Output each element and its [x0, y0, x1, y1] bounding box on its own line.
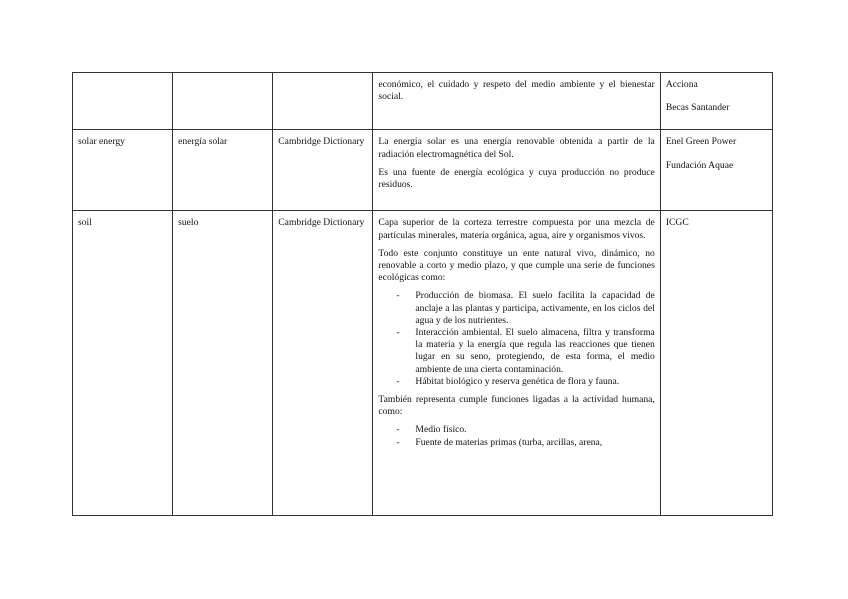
definition-paragraph: Todo este conjunto constituye un ente natural vivo, dinámico, no renovable a corto y medio plazo, y que cumple una serie de funciones ecológicas como:: [378, 247, 655, 284]
list-item: [396, 436, 654, 449]
term-spanish: suelo: [173, 211, 273, 516]
term-english: [73, 73, 173, 130]
term-reference: Cambridge Dictionary: [273, 130, 373, 211]
dash-bullet: -: [396, 327, 400, 339]
term-sources: [660, 73, 772, 130]
list-item-text: Medio físico.: [415, 424, 467, 436]
term-spanish: energía solar: [173, 130, 273, 211]
table-row: [73, 211, 773, 516]
list-item: [396, 375, 654, 388]
term-english: soil: [73, 211, 173, 516]
definition-paragraph: La energía solar es una energía renovable obtenida a partir de la radiación electromagnética del Sol.: [378, 136, 655, 160]
term-definition: [373, 130, 660, 211]
source-name: Enel Green Power: [665, 136, 737, 148]
list-item-text: Producción de biomasa. El suelo facilita la capacidad de anclaje a las plantas y participa, activamente, en los ciclos del agua y de los nutrientes.: [415, 290, 655, 326]
dash-bullet: -: [396, 375, 400, 387]
dash-bullet: -: [396, 436, 400, 448]
term-sources: [660, 211, 772, 516]
term-spanish: [173, 73, 273, 130]
term-sources: [660, 130, 772, 211]
definition-paragraph: Capa superior de la corteza terrestre compuesta por una mezcla de partículas minerales, materia orgánica, agua, aire y organismos vivos.: [378, 217, 655, 241]
source-name: Fundación Aquae: [665, 159, 734, 171]
list-item-text: Interacción ambiental. El suelo almacena, filtra y transforma la materia y la energía que regula las reacciones que tienen lugar en su seno, protegiendo, de esta forma, el medio ambiente de una cierta contaminación.: [415, 327, 655, 375]
list-item-text: Hábitat biológico y reserva genética de flora y fauna.: [415, 375, 620, 387]
term-definition: [373, 73, 660, 130]
list-item-text: Fuente de materias primas (turba, arcillas, arena,: [415, 436, 603, 448]
source-name: Becas Santander: [665, 102, 730, 114]
definition-paragraph: También representa cumple funciones ligadas a la actividad humana, como:: [378, 394, 655, 418]
list-item: [396, 290, 655, 327]
dash-bullet: -: [396, 424, 400, 436]
table-row: [73, 130, 773, 211]
dash-bullet: -: [396, 290, 400, 302]
term-definition: [373, 211, 660, 516]
term-english: solar energy: [73, 130, 173, 211]
source-name: ICGC: [665, 217, 689, 229]
list-item: [396, 327, 655, 376]
definition-paragraph: económico, el cuidado y respeto del medio ambiente y el bienestar social.: [378, 79, 655, 103]
glossary-table: [72, 72, 773, 516]
function-list: [378, 290, 654, 388]
list-item: [396, 424, 654, 436]
table-row: [73, 73, 773, 130]
source-name: Acciona: [665, 79, 698, 90]
term-reference: [273, 73, 373, 130]
human-function-list: [378, 424, 654, 448]
term-reference: Cambridge Dictionary: [273, 211, 373, 516]
definition-paragraph: Es una fuente de energía ecológica y cuya producción no produce residuos.: [378, 166, 655, 191]
